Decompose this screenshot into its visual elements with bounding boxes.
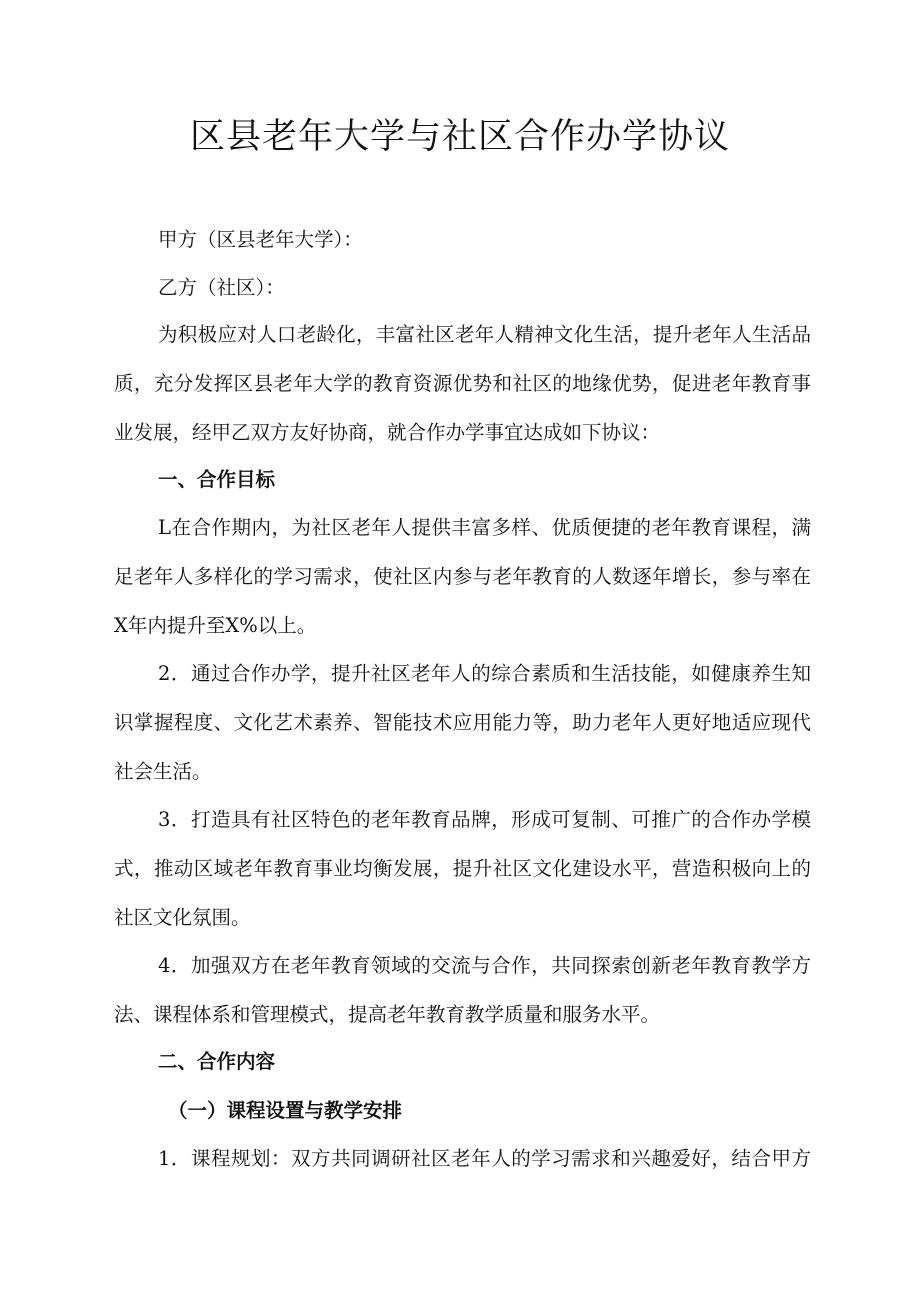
subsection-heading-courses: （一）课程设置与教学安排 (168, 1099, 403, 1122)
goal-2-line-1: 2．通过合作办学，提升社区老年人的综合素质和生活技能，如健康养生知 (158, 662, 811, 685)
content-1-line-1: 1．课程规划：双方共同调研社区老年人的学习需求和兴趣爱好，结合甲方 (158, 1147, 811, 1170)
intro-line-2: 质，充分发挥区县老年大学的教育资源优势和社区的地缘优势，促进老年教育事 (114, 372, 811, 395)
goal-3-line-3: 社区文化氛围。 (114, 906, 251, 929)
goal-4-line-1: 4．加强双方在老年教育领域的交流与合作，共同探索创新老年教育教学方 (158, 954, 811, 977)
goal-3-line-1: 3．打造具有社区特色的老年教育品牌，形成可复制、可推广的合作办学模 (158, 808, 811, 831)
party-b-line: 乙方（社区）： (158, 276, 285, 299)
goal-4-line-2: 法、课程体系和管理模式，提高老年教育教学质量和服务水平。 (114, 1003, 661, 1026)
document-title: 区县老年大学与社区合作办学协议 (189, 117, 730, 157)
goal-2-line-3: 社会生活。 (114, 760, 212, 783)
intro-line-3: 业发展，经甲乙双方友好协商，就合作办学事宜达成如下协议： (114, 421, 661, 444)
goal-3-line-2: 式，推动区域老年教育事业均衡发展，提升社区文化建设水平，营造积极向上的 (114, 857, 811, 880)
goal-1-line-1: L在合作期内，为社区老年人提供丰富多样、优质便捷的老年教育课程，满 (158, 516, 811, 539)
goal-1-line-2: 足老年人多样化的学习需求，使社区内参与老年教育的人数逐年增长，参与率在 (114, 565, 811, 588)
party-a-line: 甲方（区县老年大学）： (158, 228, 363, 251)
intro-line-1: 为积极应对人口老龄化，丰富社区老年人精神文化生活，提升老年人生活品 (158, 323, 811, 346)
goal-2-line-2: 识掌握程度、文化艺术素养、智能技术应用能力等，助力老年人更好地适应现代 (114, 711, 811, 734)
section-heading-content: 二、合作内容 (158, 1050, 276, 1073)
section-heading-goals: 一、合作目标 (158, 468, 276, 491)
goal-1-line-3: X年内提升至X%以上。 (114, 614, 317, 637)
